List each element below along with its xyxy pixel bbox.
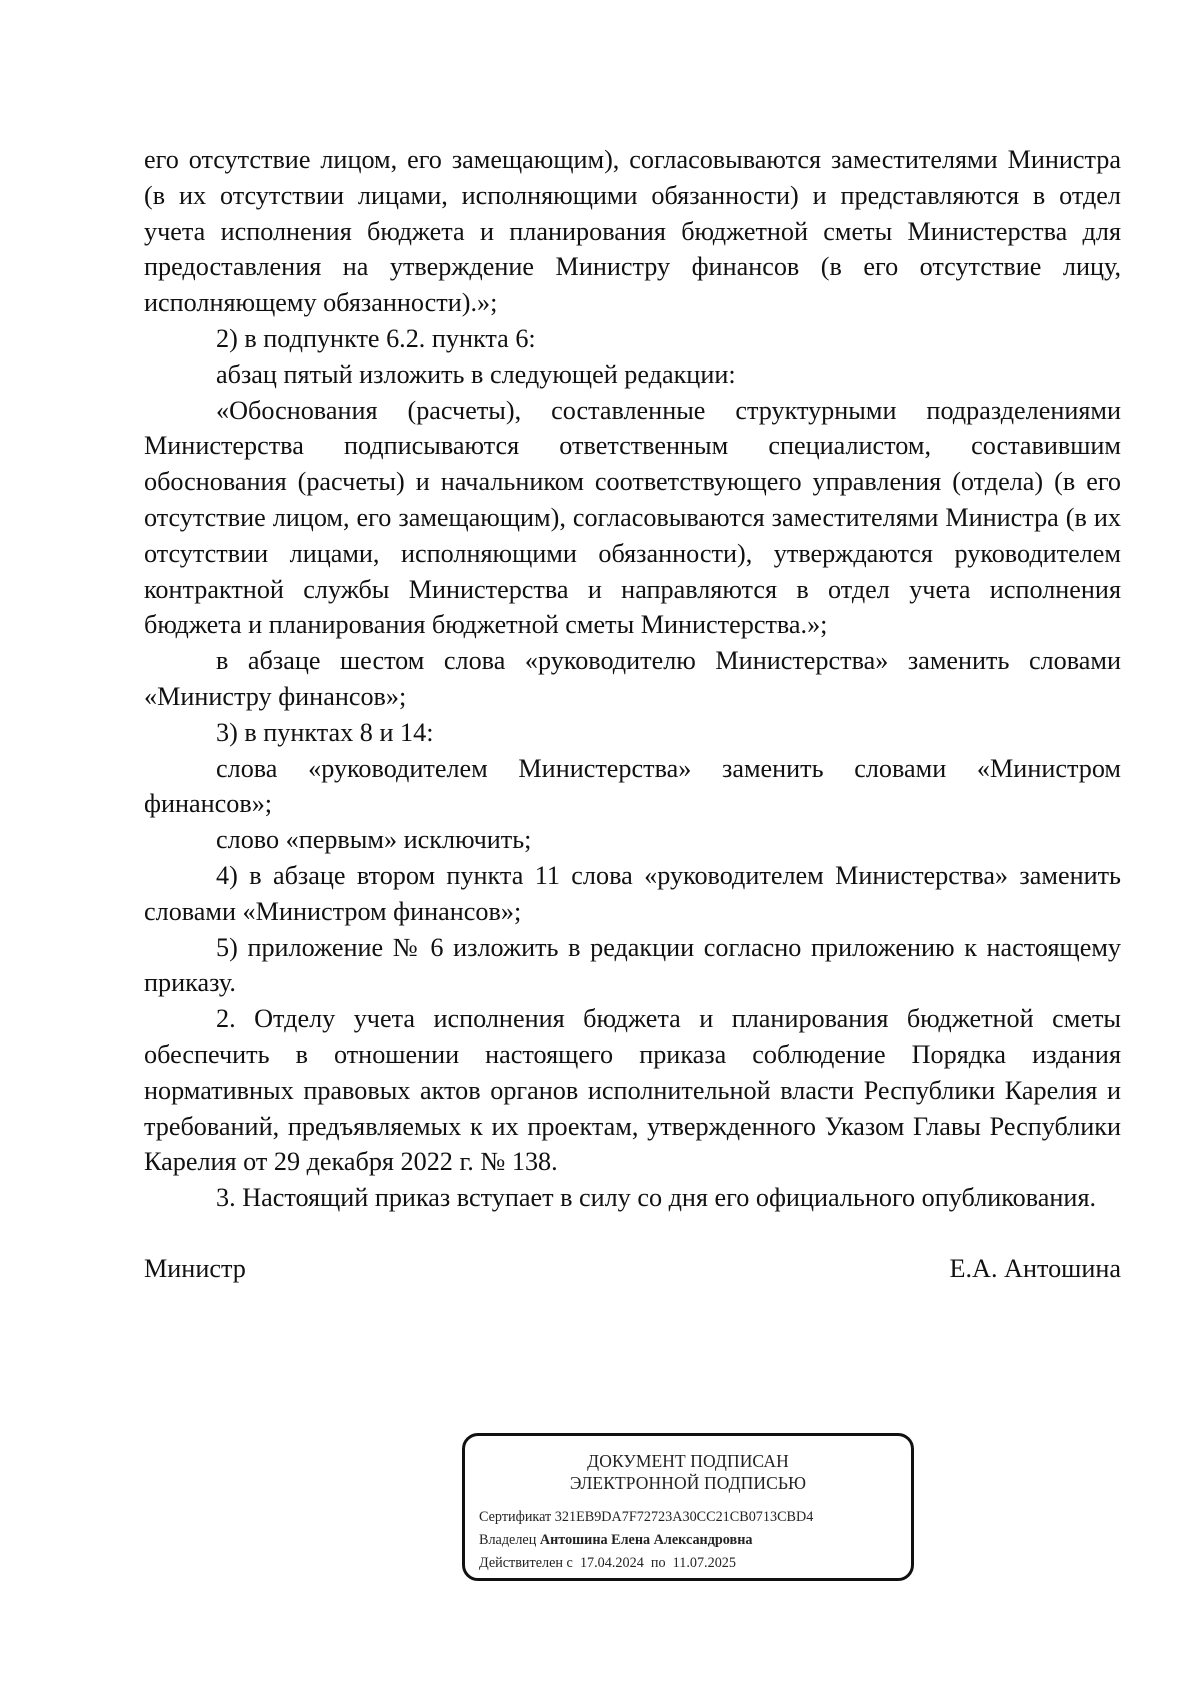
paragraph-abzac-5: абзац пятый изложить в следующей редакции: bbox=[216, 359, 736, 389]
document-body bbox=[144, 142, 1121, 1287]
valid-to-label: по bbox=[650, 1555, 666, 1571]
paragraph-replace-words: слова «руководителем Министерства» заменить словами «Министром финансов»; bbox=[144, 753, 1121, 819]
paragraph-item-3: 3) в пунктах 8 и 14: bbox=[216, 717, 434, 747]
paragraph-item-2: 2) в подпункте 6.2. пункта 6: bbox=[216, 323, 536, 353]
signer-position: Министр bbox=[144, 1253, 246, 1283]
stamp-certificate-line bbox=[479, 1506, 911, 1529]
stamp-owner-line bbox=[479, 1529, 911, 1552]
stamp-title bbox=[465, 1450, 911, 1494]
paragraph-item-4: 4) в абзаце втором пункта 11 слова «руководителем Министерства» заменить словами «Министром финансов»; bbox=[144, 860, 1121, 926]
valid-from: 17.04.2024 bbox=[579, 1555, 644, 1571]
certificate-label: Сертификат bbox=[479, 1509, 552, 1525]
paragraph-quote: «Обоснования (расчеты), составленные структурными подразделениями Министерства подписываются ответственным специалистом, составившим обоснования (расчеты) и начальником соответствующего управления (отдела) (в его отсутствие лицом, его замещающим), согласовываются заместителями Министра (в их отсутствии лицами, исполняющими обязанности), утверждаются руководителем контрактной службы Министерства и направляются в отдел учета исполнения бюджета и планирования бюджетной сметы Министерства.»; bbox=[144, 395, 1121, 640]
signer-name: Е.А. Антошина bbox=[949, 1253, 1121, 1283]
paragraph-continuation: его отсутствие лицом, его замещающим), согласовываются заместителями Министра (в их отсутствии лицами, исполняющими обязанности) и представляются в отдел учета исполнения бюджета и планирования бюджетной сметы Министерства для предоставления на утверждение Министру финансов (в его отсутствие лицу, исполняющему обязанности).»; bbox=[144, 145, 1121, 318]
certificate-value: 321EB9DA7F72723A30CC21CB0713CBD4 bbox=[554, 1509, 814, 1525]
stamp-title-line-1: ДОКУМЕНТ ПОДПИСАН bbox=[587, 1451, 789, 1471]
stamp-details bbox=[465, 1506, 911, 1575]
paragraph-clause-2: 2. Отделу учета исполнения бюджета и планирования бюджетной сметы обеспечить в отношении настоящего приказа соблюдение Порядка издания нормативных правовых актов органов исполнительной власти Республики Карелия и требований, предъявляемых к их проектам, утвержденного Указом Главы Республики Карелия от 29 декабря 2022 г. № 138. bbox=[144, 1004, 1121, 1177]
owner-label: Владелец bbox=[479, 1532, 537, 1548]
paragraph-exclude-word: слово «первым» исключить; bbox=[216, 825, 532, 855]
electronic-signature-stamp bbox=[462, 1433, 914, 1581]
signature-row bbox=[144, 1251, 1121, 1287]
paragraph-clause-3: 3. Настоящий приказ вступает в силу со дня его официального опубликования. bbox=[216, 1183, 1097, 1213]
stamp-validity-line bbox=[479, 1552, 911, 1575]
valid-to: 11.07.2025 bbox=[672, 1555, 736, 1571]
owner-value: Антошина Елена Александровна bbox=[539, 1532, 753, 1548]
paragraph-item-5: 5) приложение № 6 изложить в редакции согласно приложению к настоящему приказу. bbox=[144, 932, 1121, 998]
paragraph-abzac-6: в абзаце шестом слова «руководителю Министерства» заменить словами «Министру финансов»; bbox=[144, 646, 1121, 711]
stamp-title-line-2: ЭЛЕКТРОННОЙ ПОДПИСЬЮ bbox=[569, 1473, 807, 1493]
valid-label: Действителен с bbox=[479, 1555, 573, 1571]
